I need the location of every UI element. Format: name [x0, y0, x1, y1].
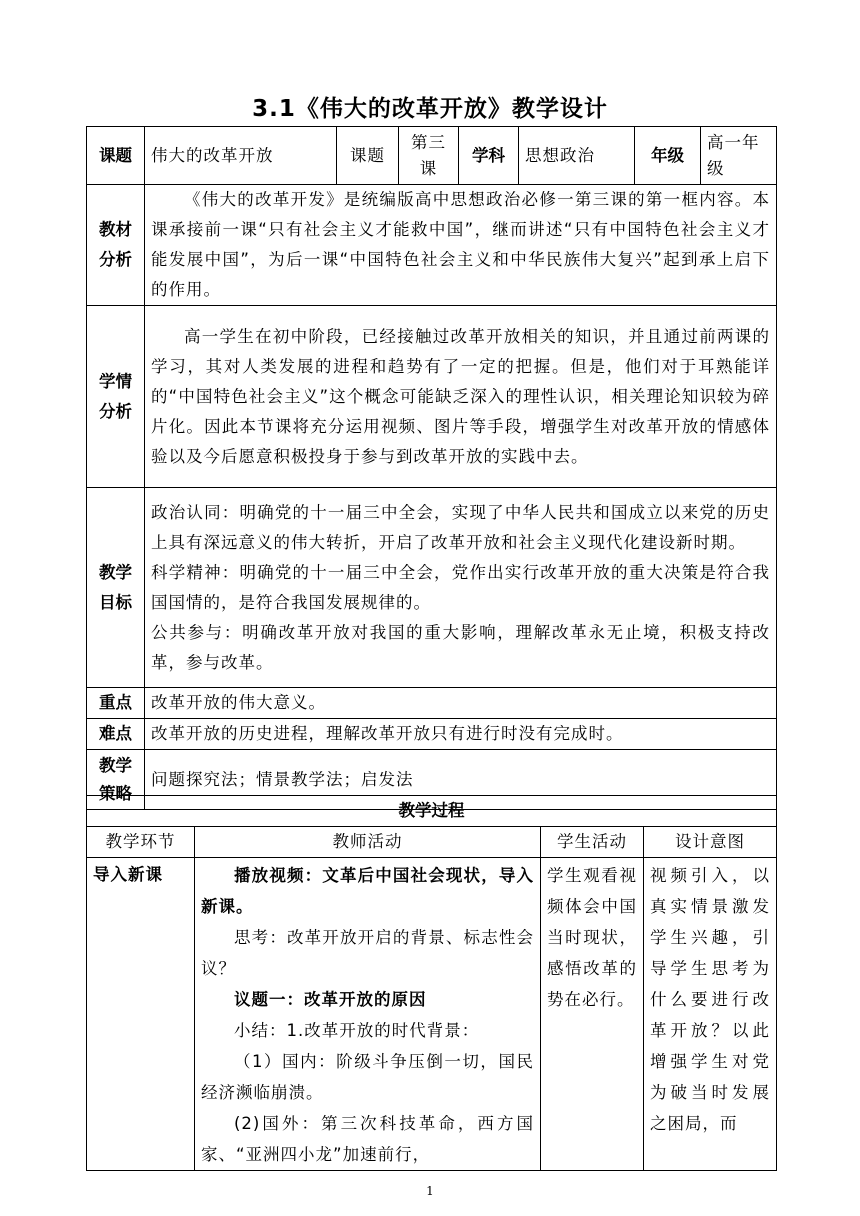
stage-intro: 导入新课 — [87, 858, 195, 1171]
grade-label: 年级 — [635, 127, 701, 185]
student-activity: 学生观看视频体会中国当时现状，感悟改革的势在必行。 — [541, 858, 644, 1171]
lesson-value: 第三课 — [399, 127, 459, 185]
process-heading: 教学过程 — [87, 796, 777, 827]
teacher-activity — [195, 858, 541, 1171]
document-title: 3.1《伟大的改革开放》教学设计 — [252, 96, 608, 122]
lesson-info-table — [86, 126, 777, 810]
teacher-line-topic: 议题一：改革开放的原因 — [234, 990, 427, 1009]
students-text: 高一学生在初中阶段，已经接触过改革开放相关的知识，并且通过前两课的学习，其对人类发展的进程和趋势有了一定的把握。但是，他们对于耳熟能详的“中国特色社会主义”这个概念可能缺乏深入的理性认识，相关理论知识较为碎片化。因此本节课将充分运用视频、图片等手段，增强学生对改革开放的情感体验以及今后愿意积极投身于参与到改革开放的实践中去。 — [145, 306, 777, 488]
col-student: 学生活动 — [541, 827, 644, 858]
strategy-text: 问题探究法；情景教学法；启发法 — [145, 750, 777, 810]
process-row-intro — [87, 858, 777, 1171]
subject-value: 思想政治 — [519, 127, 635, 185]
goals-label: 教学目标 — [87, 488, 145, 688]
lesson-label: 课题 — [337, 127, 399, 185]
process-table — [86, 795, 777, 1171]
col-stage: 教学环节 — [87, 827, 195, 858]
students-label: 学情分析 — [87, 306, 145, 488]
material-row — [87, 185, 777, 306]
col-teacher: 教师活动 — [195, 827, 541, 858]
difficulty-row — [87, 719, 777, 750]
process-columns-row — [87, 827, 777, 858]
design-intent: 视频引入，以真实情景激发学生兴趣，引导学生思考为什么要进行改革开放？以此增强学生对党为破当时发展之困局，而 — [644, 858, 777, 1171]
teacher-line-domestic: （1）国内：阶级斗争压倒一切，国民经济濒临崩溃。 — [201, 1052, 534, 1102]
col-intent: 设计意图 — [644, 827, 777, 858]
course-label: 课题 — [87, 127, 145, 185]
key-label: 重点 — [87, 688, 145, 719]
difficulty-text: 改革开放的历史进程，理解改革开放只有进行时没有完成时。 — [145, 719, 777, 750]
strategy-label: 教学策略 — [87, 750, 145, 810]
teacher-line-foreign: (2)国外：第三次科技革命，西方国家、“亚洲四小龙”加速前行， — [201, 1114, 534, 1164]
difficulty-label: 难点 — [87, 719, 145, 750]
goal-scientific: 科学精神：明确党的十一届三中全会，党作出实行改革开放的重大决策是符合我国国情的，是符合我国发展规律的。 — [151, 562, 770, 612]
key-text: 改革开放的伟大意义。 — [145, 688, 777, 719]
teacher-line-think: 思考：改革开放开启的背景、标志性会议？ — [201, 928, 534, 978]
material-text: 《伟大的改革开发》是统编版高中思想政治必修一第三课的第一框内容。本课承接前一课“只有社会主义才能救中国”，继而讲述“只有中国特色社会主义才能发展中国”，为后一课“中国特色社会主义和中华民族伟大复兴”起到承上启下的作用。 — [145, 185, 777, 306]
key-row — [87, 688, 777, 719]
material-label: 教材分析 — [87, 185, 145, 306]
goals-row — [87, 488, 777, 688]
header-row — [87, 127, 777, 185]
teacher-line-summary: 小结：1.改革开放的时代背景： — [234, 1021, 480, 1040]
grade-value: 高一年级 — [701, 127, 777, 185]
page-number: 1 — [426, 1184, 434, 1198]
course-value: 伟大的改革开放 — [145, 127, 337, 185]
teacher-line-video: 播放视频：文革后中国社会现状，导入新课。 — [201, 866, 534, 916]
subject-label: 学科 — [459, 127, 519, 185]
goal-public: 公共参与：明确改革开放对我国的重大影响，理解改革永无止境，积极支持改革，参与改革。 — [151, 622, 770, 672]
goal-political: 政治认同：明确党的十一届三中全会，实现了中华人民共和国成立以来党的历史上具有深远意义的伟大转折，开启了改革开放和社会主义现代化建设新时期。 — [151, 502, 770, 552]
goals-text — [145, 488, 777, 688]
students-row — [87, 306, 777, 488]
process-heading-row — [87, 796, 777, 827]
